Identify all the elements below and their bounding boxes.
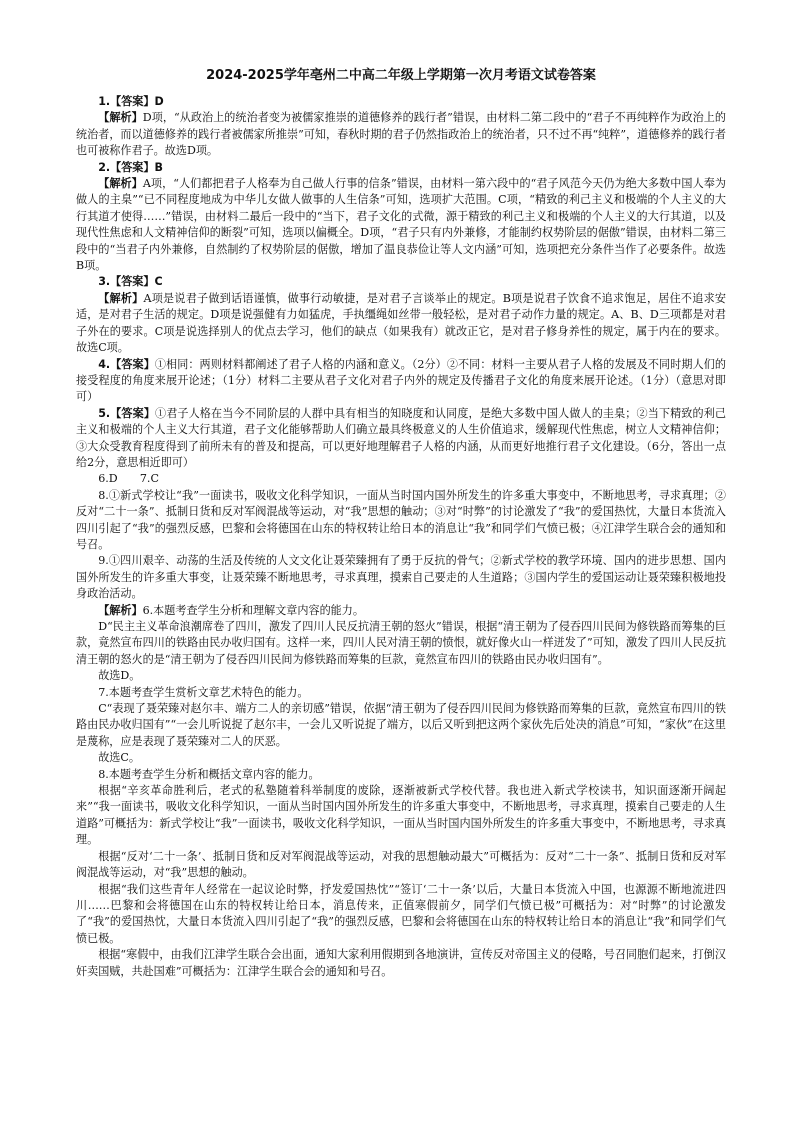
analysis-heading: 【解析】 (98, 291, 144, 305)
analysis-text: D项，“从政治上的统治者变为被儒家推崇的道德修养的践行者”错误，由材料二第二段中的“君子不再纯粹作为政治上的统治者，而以道德修养的践行者被儒家所推崇”可知，春秋时期的君子仍然指政治上的统治者，只不过不再“纯粹”，道德修养的践行者也可被称作君子。故选D项。 (76, 111, 726, 158)
analysis-1 (76, 110, 726, 159)
answer-3 (76, 274, 726, 290)
answer-heading: 1.【答案】D (98, 95, 164, 108)
answer-2 (76, 160, 726, 176)
answer-document (76, 64, 726, 980)
analysis-8-point-2 (76, 849, 726, 882)
answer-heading: 4.【答案】 (98, 357, 155, 371)
analysis-text: 根据“反对‘二十一条’、抵制日货和反对军阀混战等运动，对我的思想触动最大”可概括为：反对“二十一条”、抵制日货和反对军阀混战等运动，对“我”思想的触动。 (76, 849, 726, 880)
analysis-text: A项是说君子做到话语谨慎，做事行动敏捷，是对君子言谈举止的规定。B项是说君子饮食不追求饱足，居住不追求安适，是对君子生活的规定。D项是说强健有力如猛虎，手执缰绳如丝带一般轻松，是对君子动作力量的规定。A、B、D三项都是对君子外在的要求。C项是说选择别人的优点去学习，他们的缺点（如果我有）就改正它，是对君子修身养性的规定，属于内在的要求。故选C项。 (76, 291, 726, 355)
analysis-text: 8.本题考查学生分析和概括文章内容的能力。 (98, 767, 320, 781)
analysis-heading: 【解析】 (98, 603, 143, 617)
answer-text: 8.①新式学校让“我”一面读书，吸收文化科学知识，一面从当时国内国外所发生的许多重大事变中，不断地思考，寻求真理；②反对“二十一条”、抵制日货和反对军阀混战等运动，对“我”思想的触动；③对“时弊”的讨论激发了“我”的爱国热忱，大量日本货流入四川引起了“我”的强烈反感，巴黎和会将德国在山东的特权转让给日本的消息让“我”和同学们气愤已极；④江津学生联合会的通知和号召。 (76, 488, 726, 551)
answer-9 (76, 553, 726, 602)
analysis-text: 根据“寒假中，由我们江津学生联合会出面，通知大家利用假期到各地演讲，宣传反对帝国主义的侵略，号召同胞们起来，打倒汉奸卖国贼，共赴国难”可概括为：江津学生联合会的通知和号召。 (76, 948, 726, 978)
answer-4 (76, 357, 726, 406)
analysis-text: 故选C。 (98, 751, 140, 765)
analysis-2 (76, 176, 726, 274)
analysis-3 (76, 291, 726, 357)
analysis-heading: 【解析】 (98, 111, 143, 125)
analysis-7-choice (76, 750, 726, 766)
answer-text: 9.①四川艰辛、动荡的生活及传统的人文文化让聂荣臻拥有了勇于反抗的骨气；②新式学校的教学环境、国内的进步思想、国内国外所发生的许多重大事变，让聂荣臻不断地思考，寻求真理，摸索自己要走的人生道路；③国内学生的爱国运动让聂荣臻积极地投身政治活动。 (76, 554, 726, 601)
document-title: 2024-2025学年亳州二中高二年级上学期第一次月考语文试卷答案 (206, 68, 596, 83)
analysis-6 (76, 603, 726, 619)
answer-text: 6.D 7.C (98, 472, 159, 486)
analysis-heading: 【解析】 (98, 177, 143, 191)
analysis-text: 6.本题考查学生分析和理解文章内容的能力。 (142, 603, 364, 617)
analysis-text: 故选D。 (98, 669, 141, 683)
analysis-text: 根据“辛亥革命胜利后，老式的私塾随着科举制度的废除，逐渐被新式学校代替。我也进入新式学校读书，知识面逐渐开阔起来”“我一面读书，吸收文化科学知识，一面从当时国内国外所发生的许多重大事变中，不断地思考，寻求真理，摸索自己要走的人生道路”可概括为：新式学校让“我”一面读书，吸收文化科学知识，一面从当时国内国外所发生的许多重大事变中，不断地思考，寻求真理。 (76, 784, 726, 847)
analysis-7-body (76, 701, 726, 750)
analysis-text: D“民主主义革命浪潮席卷了四川，激发了四川人民反抗清王朝的怒火”错误，根据“清王朝为了侵吞四川民间为修铁路而筹集的巨款，竟然宣布四川的铁路由民办收归国有。这样一来，四川人民对清王朝的愤恨，就好像火山一样迸发了”可知，激发了四川人民反抗清王朝的怒火的是“清王朝为了侵吞四川民间为修铁路而筹集的巨款，竟然宣布四川的铁路由民办收归国有”。 (76, 620, 726, 666)
answer-heading: 3.【答案】C (98, 275, 163, 289)
answer-1 (76, 94, 726, 110)
analysis-8-point-1 (76, 783, 726, 849)
analysis-8 (76, 767, 726, 783)
answer-text: ①相同：两则材料都阐述了君子人格的内涵和意义。（2分）②不同：材料一主要从君子人格的发展及不同时期人们的接受程度的角度来展开论述；（1分）材料二主要从君子文化对君子内外的规定及传播君子文化的角度来展开论述。（1分）（意思对即可） (76, 357, 726, 404)
analysis-text: 根据“我们这些青年人经常在一起议论时弊，抒发爱国热忱”“签订‘二十一条’以后，大量日本货流入中国，也源源不断地流进四川……巴黎和会将德国在山东的特权转让给日本，消息传来，正值寒假前夕，同学们气愤已极”可概括为：对“时弊”的讨论激发了“我”的爱国热忱，大量日本货流入四川引起了“我”的强烈反感，巴黎和会将德国在山东的特权转让给日本的消息让“我”和同学们气愤已极。 (76, 882, 726, 945)
analysis-8-point-4 (76, 947, 726, 980)
answer-8 (76, 488, 726, 554)
answer-6-7 (76, 471, 726, 487)
answer-5 (76, 406, 726, 472)
analysis-6-body (76, 619, 726, 668)
answer-heading: 2.【答案】B (98, 160, 163, 174)
answer-heading: 5.【答案】 (98, 406, 156, 420)
analysis-8-point-3 (76, 882, 726, 948)
analysis-7 (76, 685, 726, 701)
answer-text: ①君子人格在当今不同阶层的人群中具有相当的知晓度和认同度，是绝大多数中国人做人的圭臬；②当下精致的利己主义和极端的个人主义大行其道，君子文化能够帮助人们确立最具终极意义的人生价值追求，缓解现代性焦虑，树立人文精神信仰；③大众受教育程度得到了前所未有的普及和提高，可以更好地理解君子人格的内涵，从而更好地推行君子文化建设。（6分，答出一点给2分，意思相近即可） (76, 406, 726, 469)
analysis-text: C“表现了聂荣臻对赵尔丰、端方二人的亲切感”错误，依据“清王朝为了侵吞四川民间为修铁路而筹集的巨款，竟然宣布四川的铁路由民办收归国有”“一会儿听说捉了赵尔丰，一会儿又听说捉了端方，以后又听到把这两个家伙先后处决的消息”可知，“家伙”在这里是蔑称，应是表现了聂荣臻对二人的厌恶。 (76, 702, 726, 748)
analysis-text: A项，“人们都把君子人格奉为自己做人行事的信条”错误，由材料一第六段中的“君子风范今天仍为绝大多数中国人奉为做人的主臬”“已不同程度地成为中华儿女做人做事的人生信条”可知，选项扩大范围。C项，“精致的利己主义和极端的个人主义的大行其道才使得……”错误，由材料二最后一段中的“当下，君子文化的式微，源于精致的利己主义和极端的个人主义的大行其道，以及现代性焦虑和人文精神信仰的断裂”可知，选项以偏概全。D项，“君子只有内外兼修，才能制约权势阶层的倨傲”错误，由材料二第三段中的“当君子内外兼修，自然制约了权势阶层的倨傲，增加了温良恭俭让等人文内涵”可知，选项把充分条件当作了必要条件。故选B项。 (76, 177, 726, 273)
analysis-text: 7.本题考查学生赏析文章艺术特色的能力。 (98, 685, 309, 699)
analysis-6-choice (76, 668, 726, 684)
